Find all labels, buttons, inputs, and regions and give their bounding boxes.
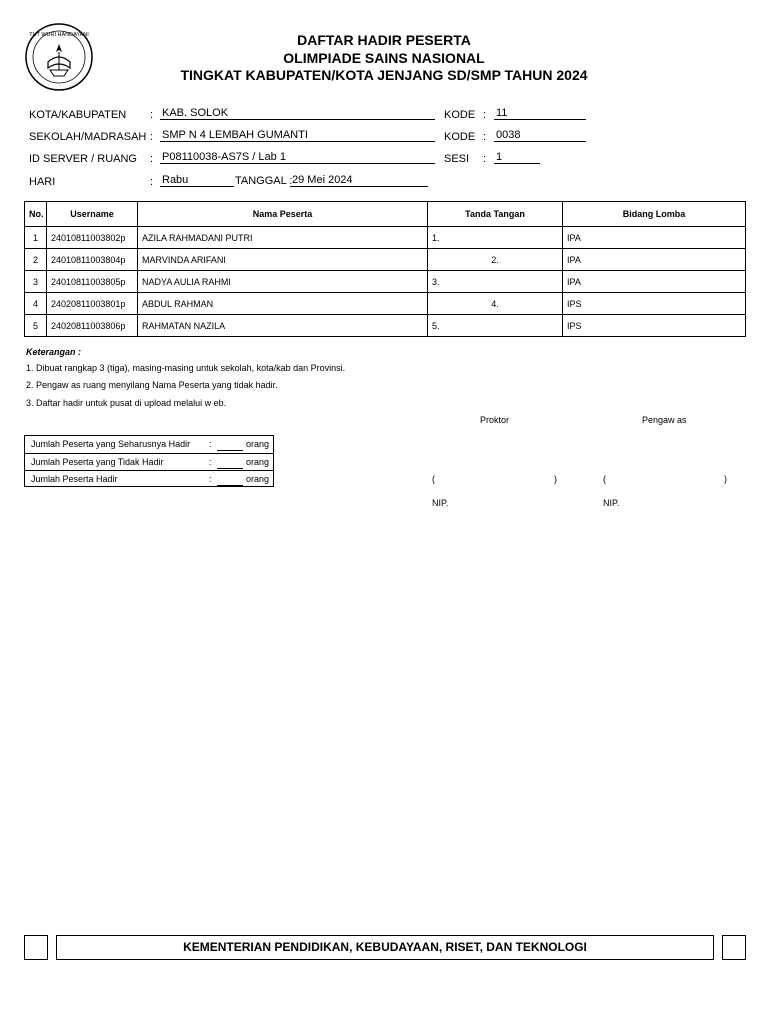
server-value: P08110038-AS7S / Lab 1: [160, 151, 435, 164]
server-label: ID SERVER / RUANG: [29, 153, 137, 165]
summary-unit: orang: [246, 439, 270, 449]
sesi-label: SESI: [444, 153, 470, 165]
cell-ttd: 4.: [428, 293, 563, 315]
kota-label: KOTA/KABUPATEN: [29, 109, 127, 121]
cell-ttd: 5.: [428, 315, 563, 337]
pengawas-open-paren: (: [603, 474, 606, 484]
summary-blank-expected: [217, 440, 243, 451]
cell-username: 24020811003801p: [47, 293, 138, 315]
sesi-colon: :: [483, 153, 487, 165]
svg-text:TUT WURI HANDAYANI: TUT WURI HANDAYANI: [29, 32, 89, 38]
footer-title: KEMENTERIAN PENDIDIKAN, KEBUDAYAAN, RISET, DAN TEKNOLOGI: [56, 935, 714, 960]
summary-colon: :: [209, 474, 212, 484]
title-line-2: OLIMPIADE SAINS NASIONAL: [283, 50, 485, 66]
cell-bidang: IPA: [563, 271, 746, 293]
summary-divider: [25, 470, 273, 471]
summary-divider: [25, 453, 273, 454]
cell-bidang: IPA: [563, 249, 746, 271]
cell-no: 4: [25, 293, 47, 315]
kode2-colon: :: [483, 131, 487, 143]
kota-value: KAB. SOLOK: [160, 107, 435, 120]
cell-username: 24020811003806p: [47, 315, 138, 337]
hari-colon: :: [150, 176, 154, 188]
pengawas-label: Pengaw as: [642, 415, 687, 425]
cell-no: 3: [25, 271, 47, 293]
cell-bidang: IPS: [563, 315, 746, 337]
title-line-1: DAFTAR HADIR PESERTA: [297, 32, 471, 48]
cell-nama: ABDUL RAHMAN: [138, 293, 428, 315]
cell-bidang: IPS: [563, 293, 746, 315]
pengawas-nip: NIP.: [603, 498, 620, 508]
sekolah-label: SEKOLAH/MADRASAH: [29, 131, 147, 143]
cell-nama: MARVINDA ARIFANI: [138, 249, 428, 271]
cell-ttd: 2.: [428, 249, 563, 271]
title-line-3: TINGKAT KABUPATEN/KOTA JENJANG SD/SMP TAHUN 2024: [180, 67, 588, 83]
tanggal-label: TANGGAL :: [235, 175, 293, 187]
cell-no: 5: [25, 315, 47, 337]
header-tanda-tangan: Tanda Tangan: [428, 202, 563, 227]
kota-colon: :: [150, 109, 154, 121]
summary-blank-present: [217, 475, 243, 486]
summary-colon: :: [209, 439, 212, 449]
cell-ttd: 1.: [428, 227, 563, 249]
cell-nama: RAHMATAN NAZILA: [138, 315, 428, 337]
hari-value: Rabu: [160, 174, 234, 187]
table-row: [25, 249, 746, 271]
server-colon: :: [150, 153, 154, 165]
summary-label-expected: Jumlah Peserta yang Seharusnya Hadir: [31, 439, 191, 449]
kode1-colon: :: [483, 109, 487, 121]
table-row: [25, 315, 746, 337]
kode1-value: 11: [494, 107, 586, 120]
header-username: Username: [47, 202, 138, 227]
note-item: 2. Pengaw as ruang menyilang Nama Peserta yang tidak hadir.: [26, 380, 278, 390]
header-no: No.: [25, 202, 47, 227]
cell-bidang: IPA: [563, 227, 746, 249]
footer-right-box: [722, 935, 746, 960]
cell-username: 24010811003805p: [47, 271, 138, 293]
summary-box: [24, 435, 274, 487]
cell-no: 2: [25, 249, 47, 271]
summary-unit: orang: [246, 457, 270, 467]
kode2-value: 0038: [494, 129, 586, 142]
sesi-value: 1: [494, 151, 540, 164]
table-header-row: [25, 202, 746, 227]
header-bidang: Bidang Lomba: [563, 202, 746, 227]
tanggal-value: 29 Mei 2024: [290, 174, 428, 187]
cell-ttd: 3.: [428, 271, 563, 293]
proktor-open-paren: (: [432, 474, 435, 484]
cell-nama: NADYA AULIA RAHMI: [138, 271, 428, 293]
note-item: 3. Daftar hadir untuk pusat di upload melalui w eb.: [26, 398, 227, 408]
footer-left-box: [24, 935, 48, 960]
cell-username: 24010811003804p: [47, 249, 138, 271]
cell-username: 24010811003802p: [47, 227, 138, 249]
summary-blank-absent: [217, 458, 243, 469]
table-row: [25, 227, 746, 249]
header-nama: Nama Peserta: [138, 202, 428, 227]
sekolah-colon: :: [150, 131, 154, 143]
table-row: [25, 271, 746, 293]
summary-colon: :: [209, 457, 212, 467]
proktor-label: Proktor: [480, 415, 510, 425]
proktor-nip: NIP.: [432, 498, 449, 508]
summary-label-absent: Jumlah Peserta yang Tidak Hadir: [31, 457, 164, 467]
kode1-label: KODE: [444, 109, 476, 121]
cell-nama: AZILA RAHMADANI PUTRI: [138, 227, 428, 249]
summary-unit: orang: [246, 474, 270, 484]
summary-label-present: Jumlah Peserta Hadir: [31, 474, 118, 484]
table-row: [25, 293, 746, 315]
proktor-close-paren: ): [554, 474, 557, 484]
attendance-table: [24, 201, 746, 337]
cell-no: 1: [25, 227, 47, 249]
note-item: 1. Dibuat rangkap 3 (tiga), masing-masing untuk sekolah, kota/kab dan Provinsi.: [26, 363, 346, 373]
pengawas-close-paren: ): [724, 474, 727, 484]
notes-title: Keterangan :: [26, 347, 82, 357]
sekolah-value: SMP N 4 LEMBAH GUMANTI: [160, 129, 435, 142]
hari-label: HARI: [29, 176, 56, 188]
kode2-label: KODE: [444, 131, 476, 143]
